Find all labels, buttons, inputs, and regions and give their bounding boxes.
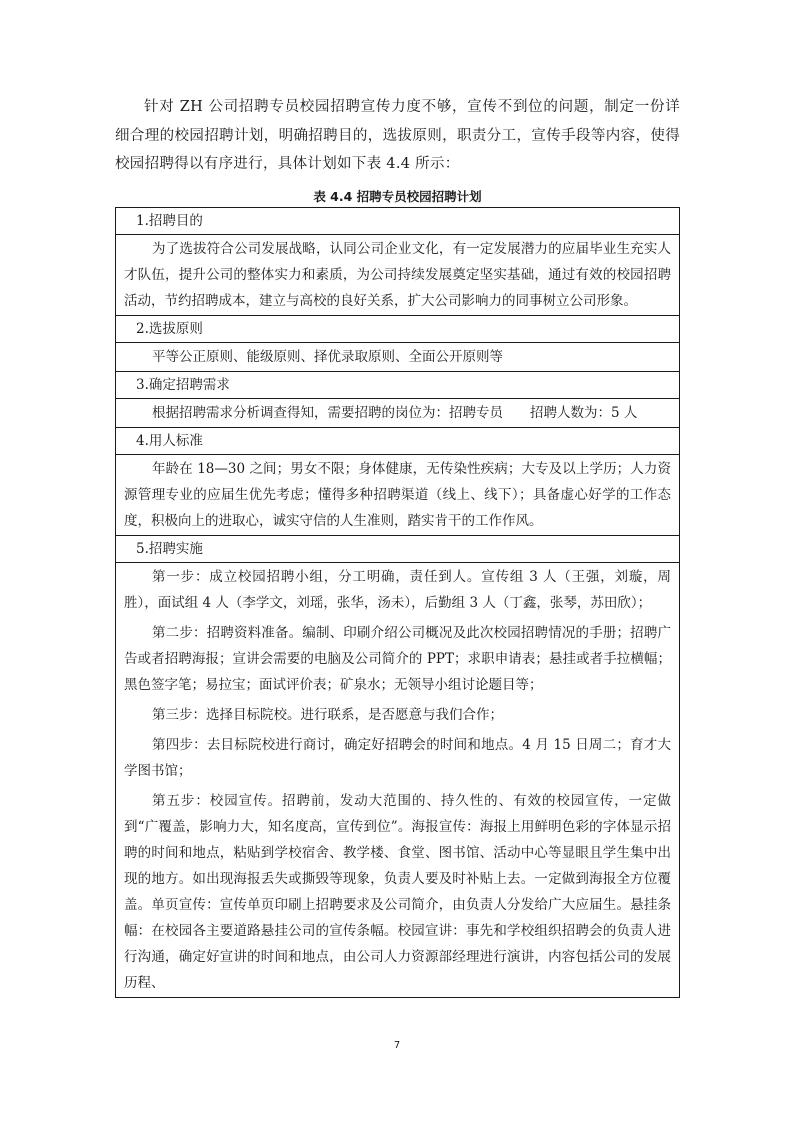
section-body-row: [116, 343, 680, 372]
section-body-implementation: [116, 563, 680, 998]
step-paragraph: 第一步：成立校园招聘小组，分工明确，责任到人。宣传组 3 人（王强，刘璇，周胜），面试组 4 人（李学文，刘瑶，张华，汤未），后勤组 3 人（丁鑫，张琴，苏田欣）；: [124, 569, 671, 611]
intro-paragraph: 针对 ZH 公司招聘专员校园招聘宣传力度不够，宣传不到位的问题，制定一份详细合理的校园招聘计划，明确招聘目的，选拔原则，职责分工，宣传手段等内容，使得校园招聘得以有序进行，具体计划如下表 4.4 所示：: [115, 99, 680, 172]
section-body-row: [116, 563, 680, 998]
table-caption: 表 4.4 招聘专员校园招聘计划: [313, 189, 482, 204]
step-paragraph: 第五步：校园宣传。招聘前，发动大范围的、持久性的、有效的校园宣传，一定做到“广覆盖，影响力大，知名度高，宣传到位”。海报宣传：海报上用鲜明色彩的字体显示招聘的时间和地点，粘贴到学校宿舍、教学楼、食堂、图书馆、活动中心等显眼且学生集中出现的地方。如出现海报丢失或撕毁等现象，负责人要及时补贴上去。一定做到海报全方位覆盖。单页宣传：宣传单页印刷上招聘要求及公司简介，由负责人分发给广大应届生。悬挂条幅：在校园各主要道路悬挂公司的宣传条幅。校园宣讲：事先和学校组织招聘会的负责人进行沟通，确定好宣讲的时间和地点，由公司人力资源部经理进行演讲，内容包括公司的发展历程、: [124, 793, 671, 991]
section-heading-row: [116, 536, 680, 563]
section-body-demand: [116, 399, 680, 428]
section-heading-implementation: 5.招聘实施: [116, 536, 680, 563]
step-paragraph: 第二步：招聘资料准备。编制、印刷介绍公司概况及此次校园招聘情况的手册；招聘广告或者招聘海报；宣讲会需要的电脑及公司简介的 PPT；求职申请表；悬挂或者手拉横幅；黑色签字笔；易拉宝；面试评价表；矿泉水；无领导小组讨论题目等；: [124, 625, 671, 693]
section-body-row: [116, 399, 680, 428]
page-number: 7: [393, 1040, 401, 1051]
intro-paragraph-block: [115, 93, 680, 179]
section-body-purpose: [116, 235, 680, 316]
body-paragraph: 年龄在 18—30 之间；男女不限；身体健康，无传染性疾病；大专及以上学历；人力资源管理专业的应届生优先考虑；懂得多种招聘渠道（线上、线下）；具备虚心好学的工作态度，积极向上的进取心，诚实守信的人生准则，踏实肯干的工作作风。: [124, 461, 671, 529]
section-body-row: [116, 455, 680, 536]
body-paragraph: 为了选拔符合公司发展战略，认同公司企业文化，有一定发展潜力的应届毕业生充实人才队伍，提升公司的整体实力和素质，为公司持续发展奠定坚实基础，通过有效的校园招聘活动，节约招聘成本，建立与高校的良好关系，扩大公司影响力的同事树立公司形象。: [124, 241, 671, 309]
step-paragraph: 第四步：去目标院校进行商讨，确定好招聘会的时间和地点。4 月 15 日周二；育才大学图书馆；: [124, 737, 671, 779]
section-heading-row: [116, 372, 680, 399]
step-paragraph: 第三步：选择目标院校。进行联系，是否愿意与我们合作；: [152, 707, 503, 723]
section-heading-row: [116, 208, 680, 235]
section-heading-purpose: 1.招聘目的: [116, 208, 680, 235]
section-heading-demand: 3.确定招聘需求: [116, 372, 680, 399]
body-paragraph: 根据招聘需求分析调查得知，需要招聘的岗位为：招聘专员 招聘人数为：5 人: [152, 405, 638, 421]
section-heading-row: [116, 428, 680, 455]
section-heading-standards: 4.用人标准: [116, 428, 680, 455]
section-body-standards: [116, 455, 680, 536]
recruitment-plan-table: [115, 207, 680, 998]
section-body-principles: [116, 343, 680, 372]
section-heading-principles: 2.选拔原则: [116, 316, 680, 343]
section-heading-row: [116, 316, 680, 343]
section-body-row: [116, 235, 680, 316]
body-paragraph: 平等公正原则、能级原则、择优录取原则、全面公开原则等: [152, 349, 503, 365]
